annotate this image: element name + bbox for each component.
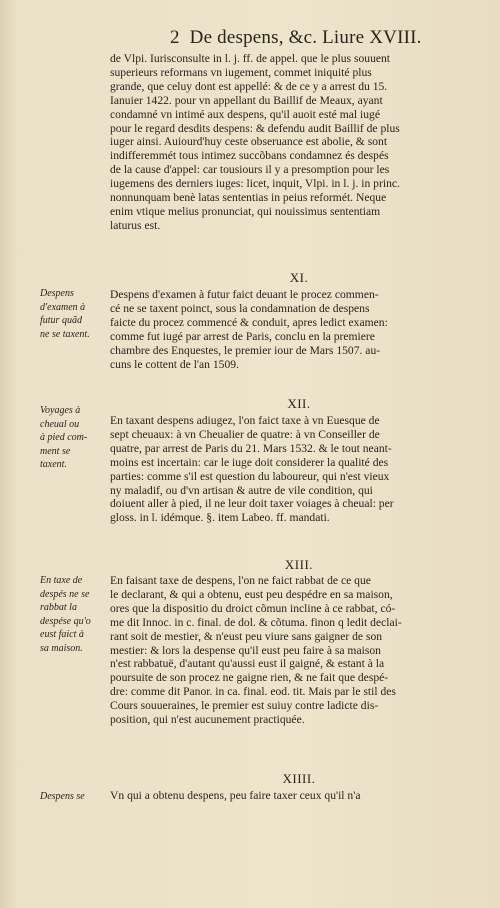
paragraph-section-13 bbox=[110, 574, 488, 727]
text-line: rant soit de mestier, & n'eust peu viure sans gaigner de son bbox=[110, 629, 383, 643]
text-line: chambre des Enquestes, le premier iour de Mars 1507. au- bbox=[110, 343, 381, 357]
text-line: comme fut iugé par arrest de Paris, conclu en la premiere bbox=[110, 329, 375, 343]
text-line: Ianuier 1422. pour vn appellant du Baillif de Meaux, ayant bbox=[110, 93, 383, 107]
paragraph-continuation bbox=[110, 52, 488, 233]
margin-note-line: Voyages à bbox=[40, 405, 81, 416]
text-line: En taxant despens adiugez, l'on faict taxe à vn Euesque de bbox=[110, 414, 380, 427]
text-line: indifferemmét tous intimez succõbans condamnez és despés bbox=[110, 149, 389, 163]
section-number: XII. bbox=[287, 396, 311, 411]
text-line: doiuent aller à pied, il ne leur doit taxer voiages à cheual: per bbox=[110, 497, 394, 511]
text-line: position, qui n'est aucunement practiquée. bbox=[110, 713, 305, 727]
margin-note-line: En taxe de bbox=[40, 575, 83, 586]
text-line: nonnunquam benè latas sententias in peius reformét. Neque bbox=[110, 191, 387, 205]
text-line: iugemens des derniers iuges: licet, inquit, Vlpi. in l. j. in princ. bbox=[110, 177, 400, 191]
paragraph-section-12 bbox=[110, 414, 488, 525]
text-line: dre: comme dit Panor. in ca. final. eod. tit. Mais par le stil des bbox=[110, 685, 396, 699]
margin-note-line: Despens se bbox=[40, 791, 85, 802]
text-line: le declarant, & qui a obtenu, eust peu despédre en sa maison, bbox=[110, 587, 393, 601]
text-line: me dit Innoc. in c. final. de dol. & cõtuma. finon q ledit declai- bbox=[110, 615, 402, 629]
text-line: sept cheuaux: à vn Cheualier de quatre: à vn Conseiller de bbox=[110, 427, 380, 441]
margin-note-line: ment se bbox=[40, 445, 71, 457]
text-line: laturus est. bbox=[110, 218, 161, 232]
text-line: superieurs reformans vn iugement, commet iniquité plus bbox=[110, 65, 372, 79]
text-line: parties: comme s'il est question du laboureur, qui n'est vieux bbox=[110, 469, 390, 483]
text-line: gloss. in l. idémque. §. item Labeo. ff. mandati. bbox=[110, 511, 330, 525]
page-number: 2 bbox=[170, 27, 180, 48]
text-line: de la cause d'appel: car tousiours il y a presomption pour les bbox=[110, 163, 390, 177]
text-line: grande, que celuy dont est appellé: & de ce y a arrest du 15. bbox=[110, 79, 388, 93]
page-header bbox=[170, 27, 422, 49]
margin-note bbox=[40, 574, 114, 656]
margin-note-line: cheual ou bbox=[40, 418, 80, 430]
text-line: ny maladif, ou d'vn artisan & autre de vile condition, qui bbox=[110, 483, 373, 497]
margin-note-line: Despens bbox=[40, 288, 74, 299]
text-line: Vn qui a obtenu despens, peu faire taxer ceux qu'il n'a bbox=[110, 789, 361, 802]
section-number: XIIII. bbox=[282, 771, 316, 786]
paragraph-section-14 bbox=[110, 789, 488, 803]
text-line: moins est incertain: car le iuge doit considerer la qualité des bbox=[110, 455, 389, 469]
text-line: poursuite de son procez ne gaigne rien, & ne fait que despé- bbox=[110, 671, 389, 685]
margin-note-line: sa maison. bbox=[40, 642, 83, 654]
margin-note bbox=[40, 790, 114, 804]
text-line: cuns le cottent de l'an 1509. bbox=[110, 357, 239, 371]
margin-note-line: d'examen à bbox=[40, 301, 86, 313]
text-line: faicte du procez commencé & conduit, apres ledict examen: bbox=[110, 315, 388, 329]
text-line: iuger ainsi. Auiourd'huy ceste obseruance est abolie, & sont bbox=[110, 135, 388, 149]
text-line: En faisant taxe de despens, l'on ne faict rabbat de ce que bbox=[110, 574, 371, 587]
text-line: Cours souueraines, le premier est suiuy contre ladicte dis- bbox=[110, 699, 379, 713]
text-line: ores que la dispositio du droict cõmun incline à ce rabbat, có- bbox=[110, 601, 396, 615]
text-line: Despens d'examen à futur faict deuant le procez commen- bbox=[110, 288, 379, 301]
section-number: XIII. bbox=[284, 557, 314, 572]
text-line: de Vlpi. Iurisconsulte in l. j. ff. de appel. que le plus souuent bbox=[110, 52, 391, 65]
text-line: n'est rabbatuë, d'autant qu'aussi eust il gaigné, & estant à la bbox=[110, 657, 385, 671]
text-line: pour le regard desdits despens: & defendu audit Baillif de plus bbox=[110, 121, 400, 135]
margin-note-line: despése qu'o bbox=[40, 615, 91, 627]
margin-note-line: eust faict à bbox=[40, 629, 84, 641]
paragraph-section-11 bbox=[110, 288, 488, 371]
section-number: XI. bbox=[289, 270, 309, 285]
margin-note-line: despés ne se bbox=[40, 588, 90, 600]
text-line: enim vtique melius pronunciat, qui nouissimus sententiam bbox=[110, 204, 381, 218]
margin-note-line: ne se taxent. bbox=[40, 328, 90, 340]
margin-note-line: futur quãd bbox=[40, 315, 82, 327]
margin-note-line: à pied com- bbox=[40, 432, 88, 444]
margin-note-line: taxent. bbox=[40, 459, 67, 471]
text-line: cé ne se taxent poinct, sous la condamnation de despens bbox=[110, 301, 370, 315]
text-line: quatre, par arrest de Paris du 21. Mars 1532. & le tout neant- bbox=[110, 441, 392, 455]
margin-note bbox=[40, 287, 114, 341]
text-line: mestier: & lors la despense qu'il eust peu faire à sa maison bbox=[110, 643, 381, 657]
text-line: condamné vn intimé aux despens, qu'il auoit esté mal iugé bbox=[110, 107, 380, 121]
margin-note bbox=[40, 404, 114, 472]
running-title: De despens, &c. Liure XVIII. bbox=[189, 27, 422, 48]
margin-note-line: rabbat la bbox=[40, 602, 77, 614]
